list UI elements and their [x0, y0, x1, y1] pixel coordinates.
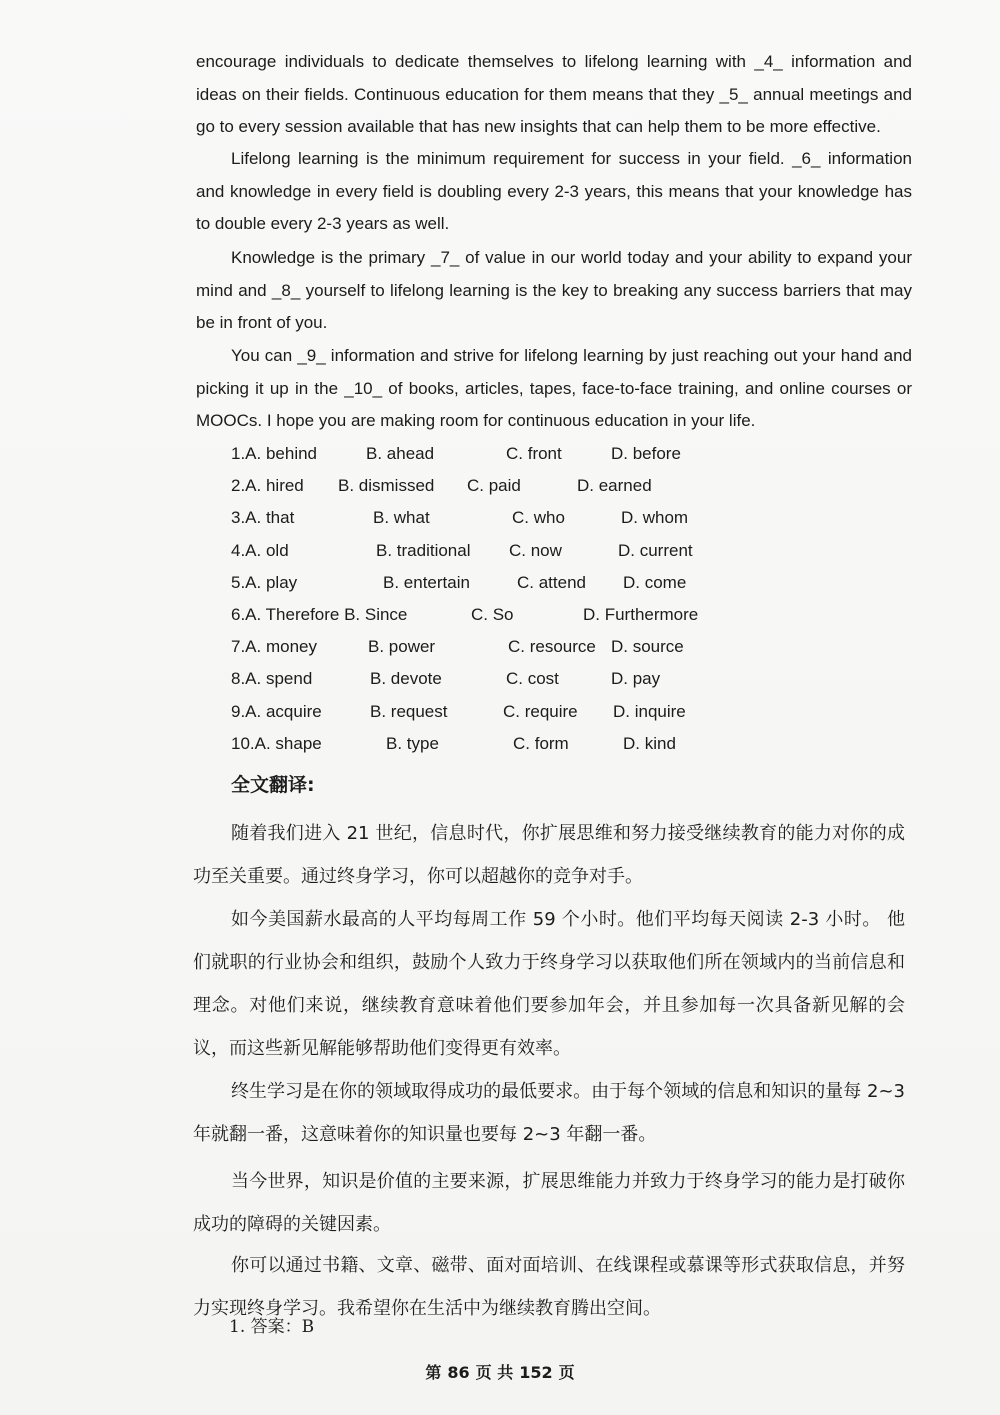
option-c: C. attend [517, 572, 586, 592]
option-row-2 [231, 470, 751, 502]
option-a: 4.A. old [231, 540, 289, 560]
option-b: B. type [386, 733, 439, 753]
option-a: 10.A. shape [231, 733, 322, 753]
option-c: C. front [506, 444, 562, 463]
option-c: C. require [503, 701, 578, 721]
option-row-1 [231, 438, 751, 470]
option-a: 2.A. hired [231, 476, 304, 496]
option-d: D. whom [621, 508, 689, 528]
option-row-4 [231, 535, 751, 567]
passage-paragraph-knowledge: Knowledge is the primary _7_ of value in our world today and your ability to expand your mind and _8_ yourself to lifelong learning is the key to breaking any success barriers that may be in front of you. [196, 248, 912, 332]
passage-paragraph-continuation: encourage individuals to dedicate themselves to lifelong learning with _4_ information and ideas on their fields. Continuous education for them means that they _5_ annual meetings and go to every session available that has new insights that can help them to be more effective. [196, 52, 912, 136]
option-d: D. earned [577, 476, 652, 496]
option-c: C. form [513, 733, 569, 753]
option-c: C. who [512, 508, 565, 528]
option-c: C. So [471, 604, 514, 624]
option-b: B. dismissed [338, 476, 435, 496]
option-b: B. traditional [376, 540, 471, 560]
option-d: D. inquire [613, 701, 686, 721]
option-row-6 [231, 599, 751, 631]
option-b: B. ahead [366, 444, 435, 463]
option-d: D. before [611, 444, 681, 463]
option-row-8 [231, 663, 751, 695]
option-a: 3.A. that [231, 508, 295, 528]
option-d: D. current [618, 540, 693, 560]
footer-suffix: 页 [558, 1363, 575, 1382]
option-row-5 [231, 567, 751, 599]
option-a: 7.A. money [231, 637, 317, 657]
option-c: C. cost [506, 669, 559, 689]
option-row-10 [231, 728, 751, 760]
answer-line: 1. 答案：B [229, 1317, 315, 1337]
option-d: D. Furthermore [583, 604, 699, 624]
option-c: C. resource [508, 637, 596, 657]
option-d: D. pay [611, 669, 661, 689]
footer-prefix: 第 [425, 1363, 442, 1382]
option-a: 8.A. spend [231, 669, 313, 689]
option-row-3 [231, 502, 751, 534]
translation-paragraph-3: 终生学习是在你的领域取得成功的最低要求。由于每个领域的信息和知识的量每 2~3 年就翻一番，这意味着你的知识量也要每 2~3 年翻一番。 [193, 1081, 905, 1145]
footer-page-number: 86 [447, 1363, 470, 1382]
option-b: B. power [368, 637, 436, 657]
option-d: D. source [611, 637, 684, 657]
translation-paragraph-1: 随着我们进入 21 世纪，信息时代，你扩展思维和努力接受继续教育的能力对你的成功至关重要。通过终身学习，你可以超越你的竞争对手。 [193, 823, 905, 887]
option-row-9 [231, 696, 751, 728]
footer-mid: 页 共 [475, 1363, 514, 1382]
option-c: C. now [509, 540, 562, 560]
passage-paragraph-lifelong: Lifelong learning is the minimum requirement for success in your field. _6_ information and knowledge in every field is doubling every 2-3 years, this means that your knowledge has to double every 2-3 years as well. [196, 149, 912, 233]
option-c: C. paid [467, 476, 521, 496]
option-b: B. request [370, 701, 448, 721]
option-a-b: 6.A. Therefore B. Since [231, 604, 408, 624]
page-footer [0, 1360, 1000, 1383]
option-b: B. devote [370, 669, 442, 689]
translation-paragraph-5: 你可以通过书籍、文章、磁带、面对面培训、在线课程或慕课等形式获取信息，并努力实现终身学习。我希望你在生活中为继续教育腾出空间。 [193, 1255, 905, 1319]
translation-paragraph-2: 如今美国薪水最高的人平均每周工作 59 个小时。他们平均每天阅读 2-3 小时。 他们就职的行业协会和组织，鼓励个人致力于终身学习以获取他们所在领域内的当前信息和理念。对他们来说，继续教育意味着他们要参加年会，并且参加每一次具备新见解的会议，而这些新见解能够帮助他们变得更有效率。 [193, 909, 905, 1059]
footer-total-pages: 152 [519, 1363, 553, 1382]
translation-paragraph-4: 当今世界，知识是价值的主要来源，扩展思维能力并致力于终身学习的能力是打破你成功的障碍的关键因素。 [193, 1171, 905, 1235]
translation-heading: 全文翻译: [231, 774, 315, 796]
option-a: 5.A. play [231, 572, 298, 592]
option-b: B. what [373, 508, 430, 528]
options-list [231, 438, 751, 760]
option-a: 1.A. behind [231, 444, 318, 463]
option-row-7 [231, 631, 751, 663]
option-d: D. kind [623, 733, 676, 753]
option-d: D. come [623, 572, 687, 592]
passage-paragraph-you-can: You can _9_ information and strive for lifelong learning by just reaching out your hand and picking it up in the _10_ of books, articles, tapes, face-to-face training, and online courses or MOOCs. I hope you are making room for continuous education in your life. [196, 346, 912, 430]
option-a: 9.A. acquire [231, 701, 322, 721]
option-b: B. entertain [383, 572, 470, 592]
